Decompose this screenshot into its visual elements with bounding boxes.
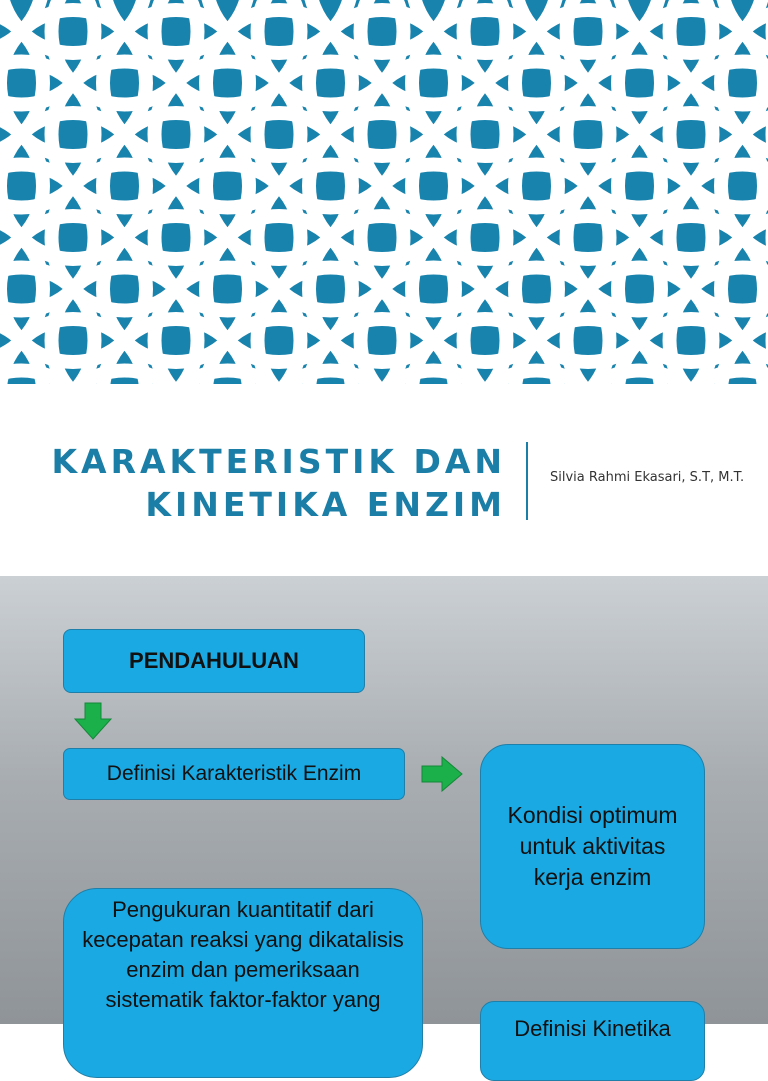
title-divider <box>526 442 528 520</box>
title-line-2: KINETIKA ENZIM <box>145 485 506 524</box>
arrow-right-icon <box>421 756 463 792</box>
definisi-kinetika-box: Definisi Kinetika <box>480 1001 705 1081</box>
title-line-1: KARAKTERISTIK DAN <box>51 442 506 481</box>
kondisi-optimum-box: Kondisi optimum untuk aktivitas kerja enzim <box>480 744 705 949</box>
background-pattern <box>0 0 768 384</box>
definisi-karakteristik-box: Definisi Karakteristik Enzim <box>63 748 405 800</box>
content-slide <box>0 576 768 1024</box>
arrow-down-icon <box>74 702 112 740</box>
author-name: Silvia Rahmi Ekasari, S.T, M.T. <box>550 470 744 485</box>
pengukuran-box: Pengukuran kuantitatif dari kecepatan reaksi yang dikatalisis enzim dan pemeriksaan sistematik faktor-faktor yang <box>63 888 423 1078</box>
presentation-title <box>51 440 506 526</box>
pendahuluan-box: PENDAHULUAN <box>63 629 365 693</box>
